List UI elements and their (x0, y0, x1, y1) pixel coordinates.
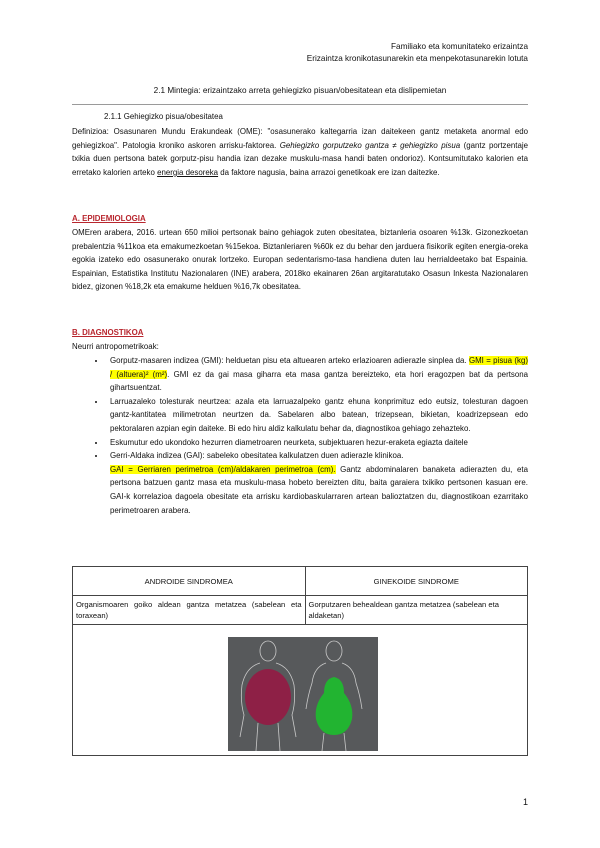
definition-italic: Gehiegizko gorputzeko gantza ≠ gehiegizko pisua (279, 140, 461, 150)
definition-underlined: energia desoreka (157, 167, 219, 177)
subsection-title: 2.1.1 Gehiegizko pisua/obesitatea (104, 112, 223, 121)
definition-paragraph (72, 125, 528, 179)
epidemiology-heading (72, 212, 528, 226)
bullet-text: . GMI ez da gai masa giharra eta masa gantza bereizteko, eta hori eragozpen bat da pertsona gihartsuentzat. (110, 369, 528, 393)
page-number: 1 (522, 797, 528, 807)
table-header-android: ANDROIDE SINDROMEA (73, 567, 306, 596)
bullet-bone-diameter (106, 436, 528, 450)
table-cell-gynoid: Gorputzaren behealdean gantza metatzea (sabelean eta aldaketan) (305, 596, 527, 625)
body-silhouettes-svg (228, 637, 378, 751)
header-subject: Erizaintza kronikotasunarekin eta menpekotasunarekin lotuta (306, 54, 528, 63)
android-fat-area (245, 669, 291, 725)
epidemiology-paragraph: OMEren arabera, 2016. urtean 650 milioi pertsonak baino gehiagok zuten obesitatea, biztanleria osoaren %13k. Gizonezkoetan prebalentzia %11koa eta emakumezkoetan %15ekoa. Biztanleriaren %60k ez du behar den jarduera fisikorik egiten energia-oreka egokia izateko edo osasunerako onurak lortzeko. Europan sedentarismo-tasa handiena duten lau herrialdeetako bat Espainia. Espainian, Estatistika Institutu Nazionalaren (INE) arabera, 2018ko ekainaren 26an argitaratutako Osasun Inkesta Nazionalaren bidez, gizonen %18,2k eta emakume helduen %16,7k obesitatea. (72, 228, 528, 292)
divider (72, 104, 528, 105)
table-cell-android: Organismoaren goiko aldean gantza metatzea (sabelean eta toraxean) (73, 596, 306, 625)
diagnosis-heading (72, 326, 528, 340)
bullet-text: Gerri-Aldaka indizea (GAI): sabeleko obesitatea kalkulatzen duen adierazle klinikoa. (110, 451, 404, 461)
diagnosis-intro: Neurri antropometrikoak: (72, 342, 159, 351)
bullet-text: Gantz abdominalaren banaketa adierazten du, eta pertsona batzuen gantz masa eta muskulu-masa hobeto bereizten ditu, baita garaiera txikiko pertsonen kasuan ere. GAI-k korrelazioa dagoela obesitate eta arrisku kardiobaskularraren artean balioztatzen du, diagnostikoan ezarritako perimetroaren arabera. (110, 464, 528, 515)
gynoid-fat-area (316, 677, 353, 735)
definition-text-2: (gantz portzentaje txikia duen pertsona batek gorputz-pisu handia izan dezake muskulu-masa handi baten ondorioz). Kontsumitutako kalorien eta erretako kalorien arteko (72, 140, 529, 177)
bullet-text: Gorputz-masaren indizea (GMI): helduetan pisu eta altuearen arteko erlazioaren adierazle sinplea da. (110, 356, 469, 365)
body-shape-illustration (228, 637, 378, 751)
header-course: Familiako eta komunitateko erizaintza (391, 42, 528, 51)
bullet-gai (106, 449, 528, 517)
bullet-gmi (106, 354, 528, 395)
bullet-text: Eskumutur edo ukondoko hezurren diametroaren neurketa, subjektuaren hezur-eraketa egiazta daitele (110, 437, 468, 447)
definition-text-3: da faktore nagusia, baina arrazoi genetikoak ere izan daitezke. (218, 167, 440, 177)
diagnosis-title: B. DIAGNOSTIKOA (72, 328, 144, 337)
definition-text-1: Definizioa: Osasunaren Mundu Erakundeak (OME): "osasunerako kaltegarria izan daitekeen gantz metaketa anormal edo gehiegizkoa". Patologia kroniko askoren arrisku-faktorea. (72, 127, 528, 150)
diagnosis-list (72, 354, 528, 517)
section-title: 2.1 Mintegia: erizaintzako arreta gehiegizko pisuan/obesitatean eta dislipemietan (153, 86, 447, 95)
gmi-formula: GMI = pisua (kg) / (altuera)² (m²) (110, 356, 528, 379)
gai-formula: GAI = Gerriaren perimetroa (cm)/aldakaren perimetroa (cm). (110, 464, 336, 474)
bullet-text: Larruazaleko tolesturak neurtzea: azala eta larruazalpeko gantz ehuna konprimituz edo eutsiz, tolesturan dagoen gantz-kantitatea milimetrotan neurtzen da. Sabelaren albo batean, trizepsean, bikietan, koadrizepsean edo pektoralaren azpian egin daiteke. Bi edo hiru aldiz kalkulatu behar da, diagnostikoa gehiago zehazteko. (110, 396, 528, 433)
epidemiology-title: A. EPIDEMIOLOGIA (72, 214, 146, 223)
diagnosis-list-wrapper (72, 354, 528, 517)
table-header-gynoid: GINEKOIDE SINDROME (305, 567, 527, 596)
bullet-skinfolds (106, 395, 528, 436)
